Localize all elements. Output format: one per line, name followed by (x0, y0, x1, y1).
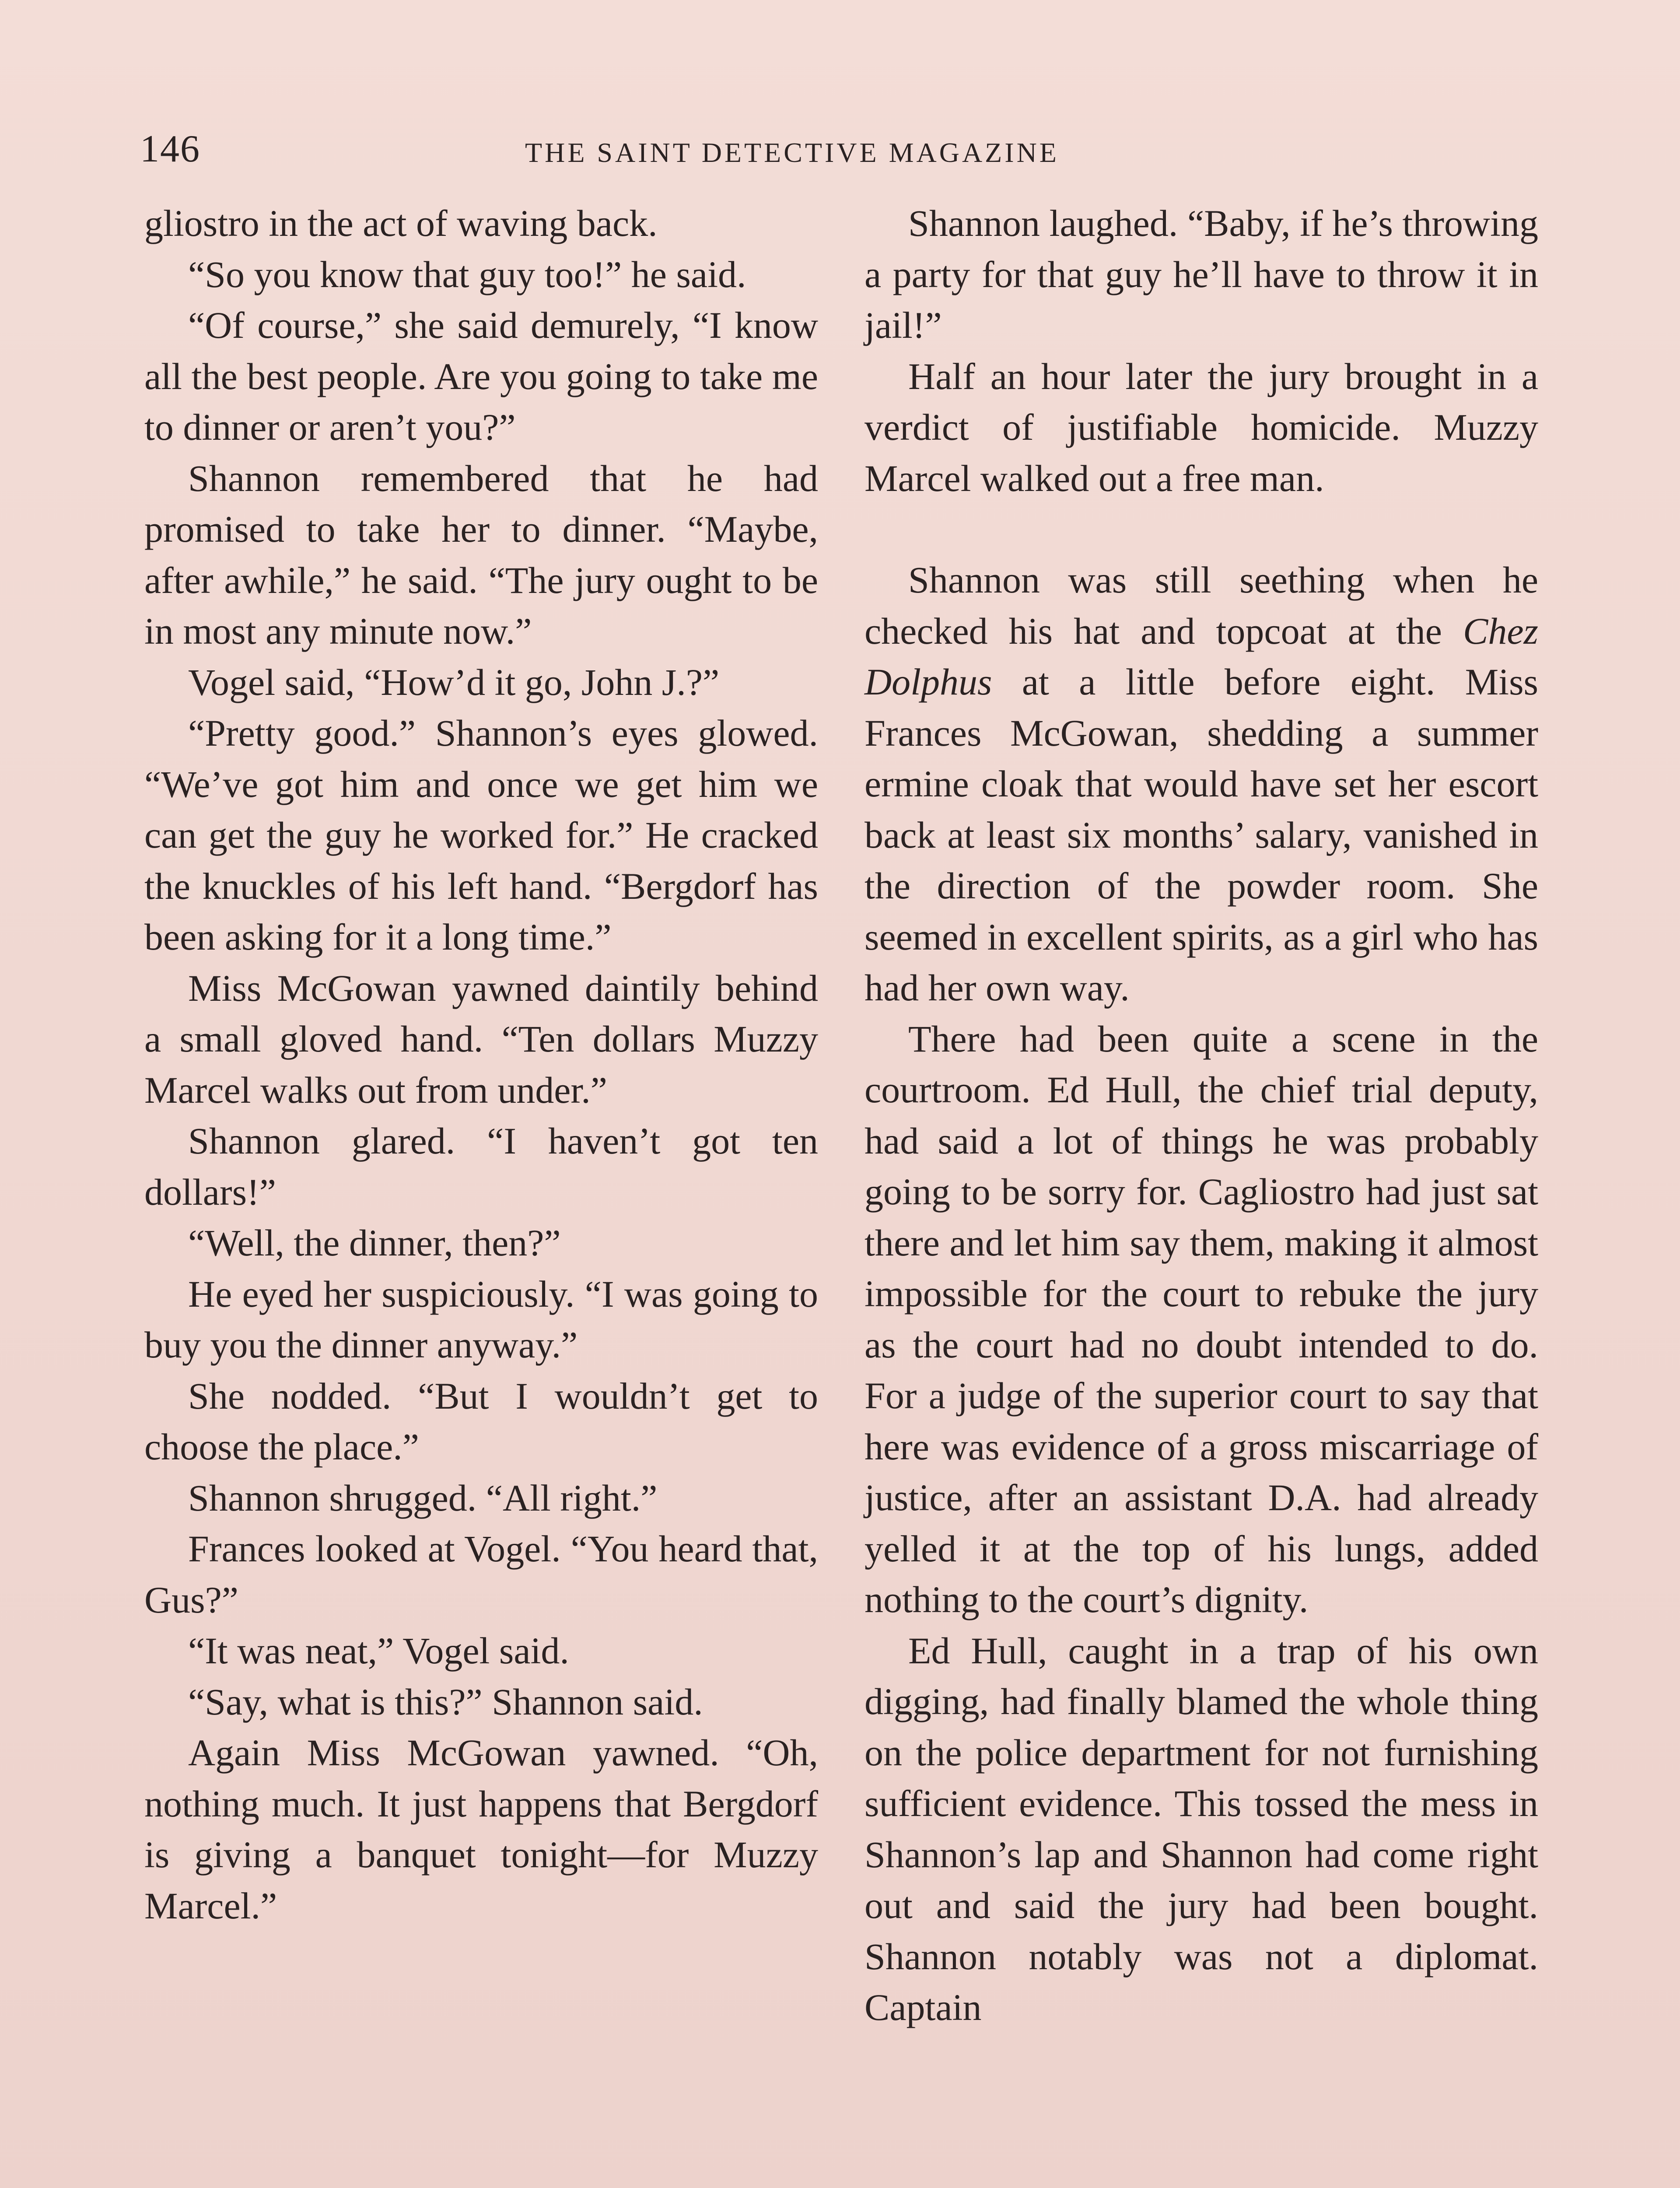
paragraph: “So you know that guy too!” he said. (188, 253, 746, 295)
paragraph: There had been quite a scene in the courtroom. Ed Hull, the chief trial deputy, had said a lot of things he was probably going to be sorry for. Cagliostro had just sat there and let him say them, making it almost impossible for the court to rebuke the jury as the court had no doubt intended to do. For a judge of the superior court to say that here was evidence of a gross miscarriage of justice, after an assistant D.A. had already yelled it at the top of his lungs, added nothing to the court’s dignity. (864, 1017, 1538, 1620)
paragraph: Shannon remembered that he had promised to take her to dinner. “Maybe, after awhile,” he said. “The jury ought to be in most any minute now.” (144, 457, 818, 652)
paragraph: Shannon laughed. “Baby, if he’s throwing a party for that guy he’ll have to throw it in jail!” (864, 202, 1538, 346)
paragraph: Vogel said, “How’d it go, John J.?” (188, 661, 720, 703)
paragraph: “Pretty good.” Shannon’s eyes glowed. “We’ve got him and once we get him we can get the guy he worked for.” He cracked the knuckles of his left hand. “Bergdorf has been asking for it a long time.” (144, 712, 818, 958)
paragraph: Shannon glared. “I haven’t got ten dollars!” (144, 1120, 818, 1213)
paragraph: Miss McGowan yawned daintily behind a small gloved hand. “Ten dollars Muzzy Marcel walks out from under.” (144, 967, 818, 1111)
paragraph: “Say, what is this?” Shannon said. (188, 1680, 703, 1723)
paragraph: She nodded. “But I wouldn’t get to choose the place.” (144, 1375, 818, 1468)
paragraph: Again Miss McGowan yawned. “Oh, nothing much. It just happens that Bergdorf is giving a banquet tonight—for Muzzy Marcel.” (144, 1732, 818, 1927)
paragraph: Frances looked at Vogel. “You heard that, Gus?” (144, 1528, 818, 1621)
right-column (864, 198, 1538, 2033)
restaurant-name: Chez Dolphus (864, 610, 1538, 703)
paragraph: Ed Hull, caught in a trap of his own digging, had finally blamed the whole thing on the police department for not furnishing sufficient evidence. This tossed the mess in Shannon’s lap and Shannon had come right out and said the jury had been bought. Shannon notably was not a diplomat. Captain (864, 1629, 1538, 2028)
paragraph: “Well, the dinner, then?” (188, 1222, 561, 1264)
running-head: THE SAINT DETECTIVE MAGAZINE (525, 137, 1059, 168)
paragraph: “Of course,” she said demurely, “I know all the best people. Are you going to take me to dinner or aren’t you?” (144, 304, 818, 448)
page-number: 146 (140, 128, 200, 170)
paragraph: He eyed her suspiciously. “I was going to buy you the dinner anyway.” (144, 1273, 818, 1366)
page-header (140, 127, 1540, 171)
paragraph: Shannon shrugged. “All right.” (188, 1476, 658, 1519)
paragraph-text: Shannon was still seething when he checked his hat and topcoat at the (864, 559, 1538, 652)
paragraph-text: at a little before eight. Miss Frances McGowan, shedding a summer ermine cloak that would have set her escort back at least six months’ salary, vanished in the direction of the powder room. She seemed in excellent spirits, as a girl who has had her own way. (864, 661, 1538, 1009)
left-column (144, 198, 818, 1931)
paragraph: Half an hour later the jury brought in a verdict of justifiable homicide. Muzzy Marcel walked out a free man. (864, 355, 1538, 499)
paragraph: “It was neat,” Vogel said. (188, 1630, 569, 1672)
paragraph: gliostro in the act of waving back. (144, 202, 658, 244)
paragraph (864, 554, 1538, 1013)
